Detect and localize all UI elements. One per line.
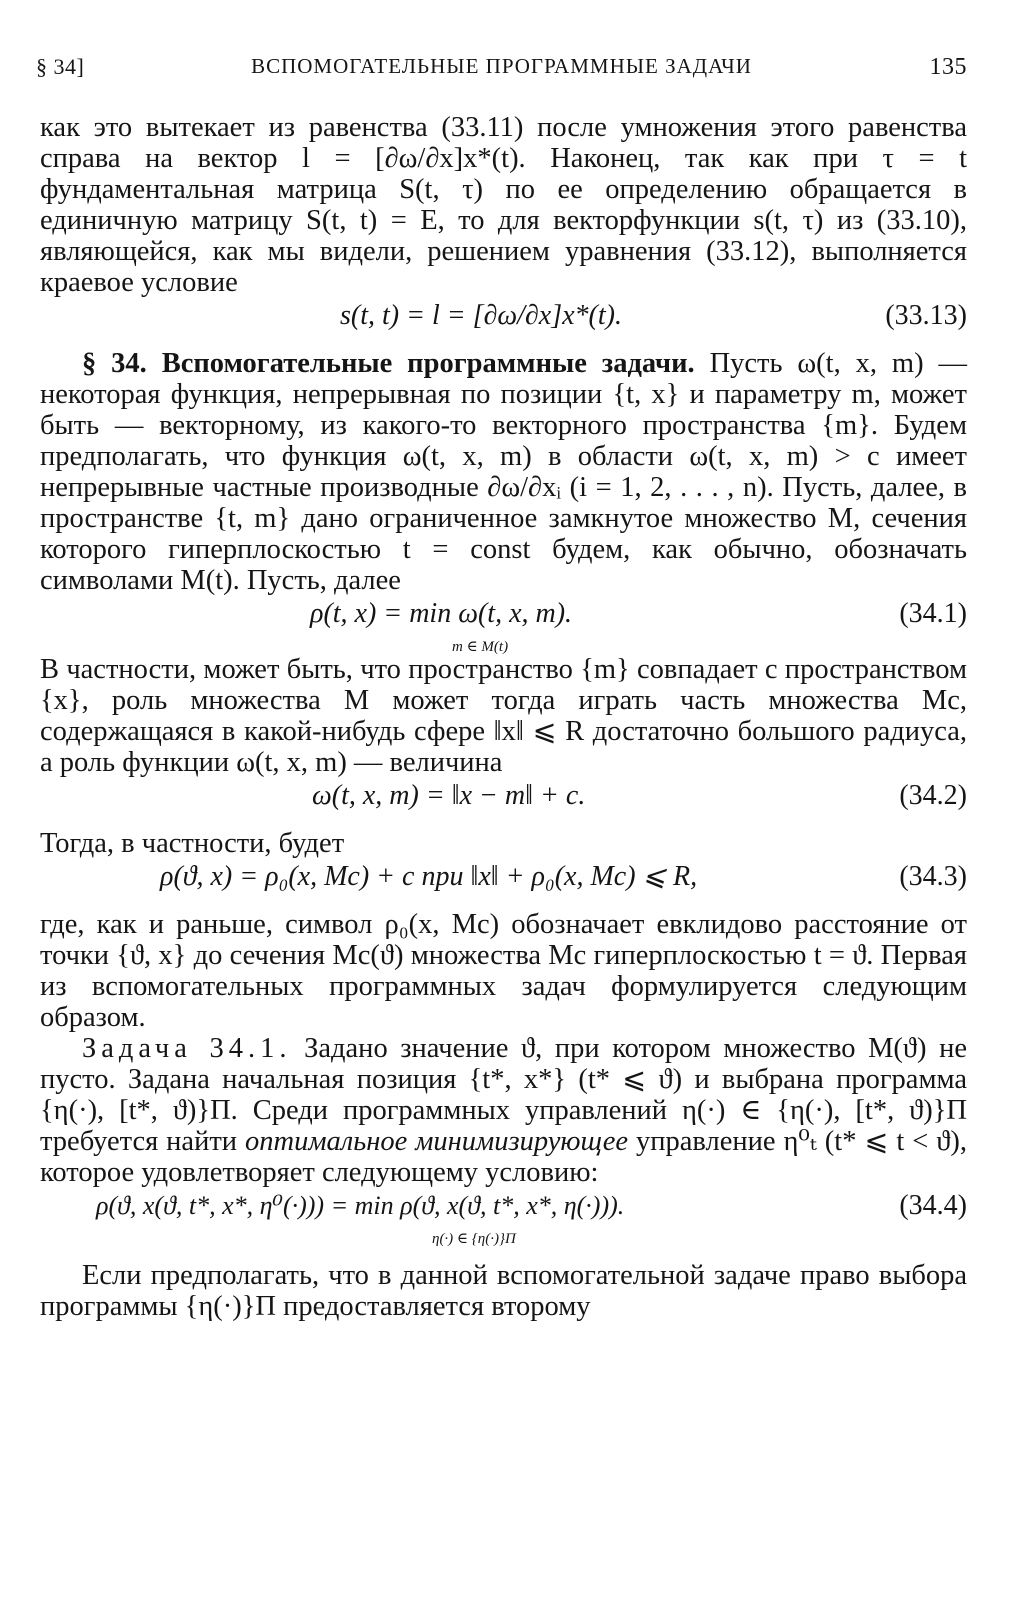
section-text: Пусть ω(t, x, m) — некоторая функция, непрерывная по позиции {t, x} и параметру m, может быть — векторному, из какого-то векторного пространства {m}. Будем предполагать, что функция ω(t, x, m) в области ω(t, x, m) > c имеет непрерывные частные производные ∂ω/∂xᵢ (i = 1, 2, . . . , n). Пусть, далее, в пространстве {t, m} дано ограниченное замкнутое множество M, сечения которого гиперплоскостью t = const будем, как обычно, обозначать символами M(t). Пусть, далее bbox=[40, 348, 967, 596]
equation-number: (33.13) bbox=[885, 300, 967, 331]
equation-expression: ρ(t, x) = min ω(t, x, m). bbox=[310, 598, 573, 629]
problem-italic-term: оптимальное минимизирующее bbox=[245, 1126, 628, 1157]
page-body bbox=[40, 112, 967, 1322]
equation-number: (34.1) bbox=[899, 598, 967, 629]
problem-text-end: управление η⁰ₜ (t* ⩽ t < ϑ), которое удовлетворяет следующему условию: bbox=[40, 1126, 967, 1188]
section-heading: § 34. Вспомогательные программные задачи. bbox=[82, 348, 695, 379]
equation-subscript: η(·) ∈ {η(·)}Π bbox=[432, 1231, 516, 1247]
running-title: ВСПОМОГАТЕЛЬНЫЕ ПРОГРАММНЫЕ ЗАДАЧИ bbox=[251, 54, 752, 78]
section-34-paragraph bbox=[40, 348, 967, 596]
problem-text: Задано значение ϑ, при котором множество M(ϑ) не пусто. Задана начальная позиция {t*, x*} (t* ⩽ ϑ) и выбрана программа {η(·), [t*, ϑ)}Π. Среди программных управлений η(·) ∈ {η(·), [t*, ϑ)}Π требуется найти bbox=[40, 1033, 968, 1157]
page-number: 135 bbox=[929, 54, 967, 80]
problem-paragraph bbox=[40, 1033, 967, 1188]
paragraph: В частности, может быть, что пространство {m} совпадает с пространством {x}, роль множества M может тогда играть часть множества Mc, содержащаяся в какой-нибудь сфере ‖x‖ ⩽ R достаточно большого радиуса, а роль функции ω(t, x, m) — величина bbox=[40, 654, 967, 778]
equation-number: (34.3) bbox=[899, 861, 967, 892]
section-marker: § 34] bbox=[36, 54, 85, 79]
equation-expression: s(t, t) = l = [∂ω/∂x]x*(t). bbox=[340, 300, 622, 331]
equation-34-4 bbox=[40, 1188, 967, 1250]
running-header bbox=[36, 54, 967, 94]
equation-expression: ρ(ϑ, x(ϑ, t*, x*, η⁰(·))) = min ρ(ϑ, x(ϑ, t*, x*, η(·))). bbox=[96, 1191, 625, 1220]
paragraph: где, как и раньше, символ ρ₀(x, Mc) обозначает евклидово расстояние от точки {ϑ, x} до сечения Mc(ϑ) множества Mc гиперплоскостью t = ϑ. Первая из вспомогательных программных задач формулируется следующим образом. bbox=[40, 909, 967, 1033]
equation-33-13 bbox=[40, 298, 967, 338]
equation-34-1 bbox=[40, 596, 967, 654]
equation-34-3 bbox=[40, 859, 967, 899]
equation-number: (34.2) bbox=[899, 780, 967, 811]
equation-expression: ω(t, x, m) = ‖x − m‖ + c. bbox=[312, 780, 586, 811]
paragraph: Если предполагать, что в данной вспомогательной задаче право выбора программы {η(·)}Π предоставляется второму bbox=[40, 1260, 967, 1322]
equation-expression: ρ(ϑ, x) = ρ₀(x, Mc) + c при ‖x‖ + ρ₀(x, Mc) ⩽ R, bbox=[160, 861, 698, 892]
problem-label: Задача 34.1. bbox=[82, 1033, 292, 1064]
equation-34-2 bbox=[40, 778, 967, 818]
equation-subscript: m ∈ M(t) bbox=[452, 639, 509, 655]
equation-number: (34.4) bbox=[899, 1190, 967, 1221]
paragraph-continuation: как это вытекает из равенства (33.11) после умножения этого равенства справа на вектор l = [∂ω/∂x]x*(t). Наконец, так как при τ = t фундаментальная матрица S(t, τ) по ее определению обращается в единичную матрицу S(t, t) = E, то для векторфункции s(t, τ) из (33.10), являющейся, как мы видели, решением уравнения (33.12), выполняется краевое условие bbox=[40, 112, 967, 298]
paragraph: Тогда, в частности, будет bbox=[40, 828, 345, 859]
